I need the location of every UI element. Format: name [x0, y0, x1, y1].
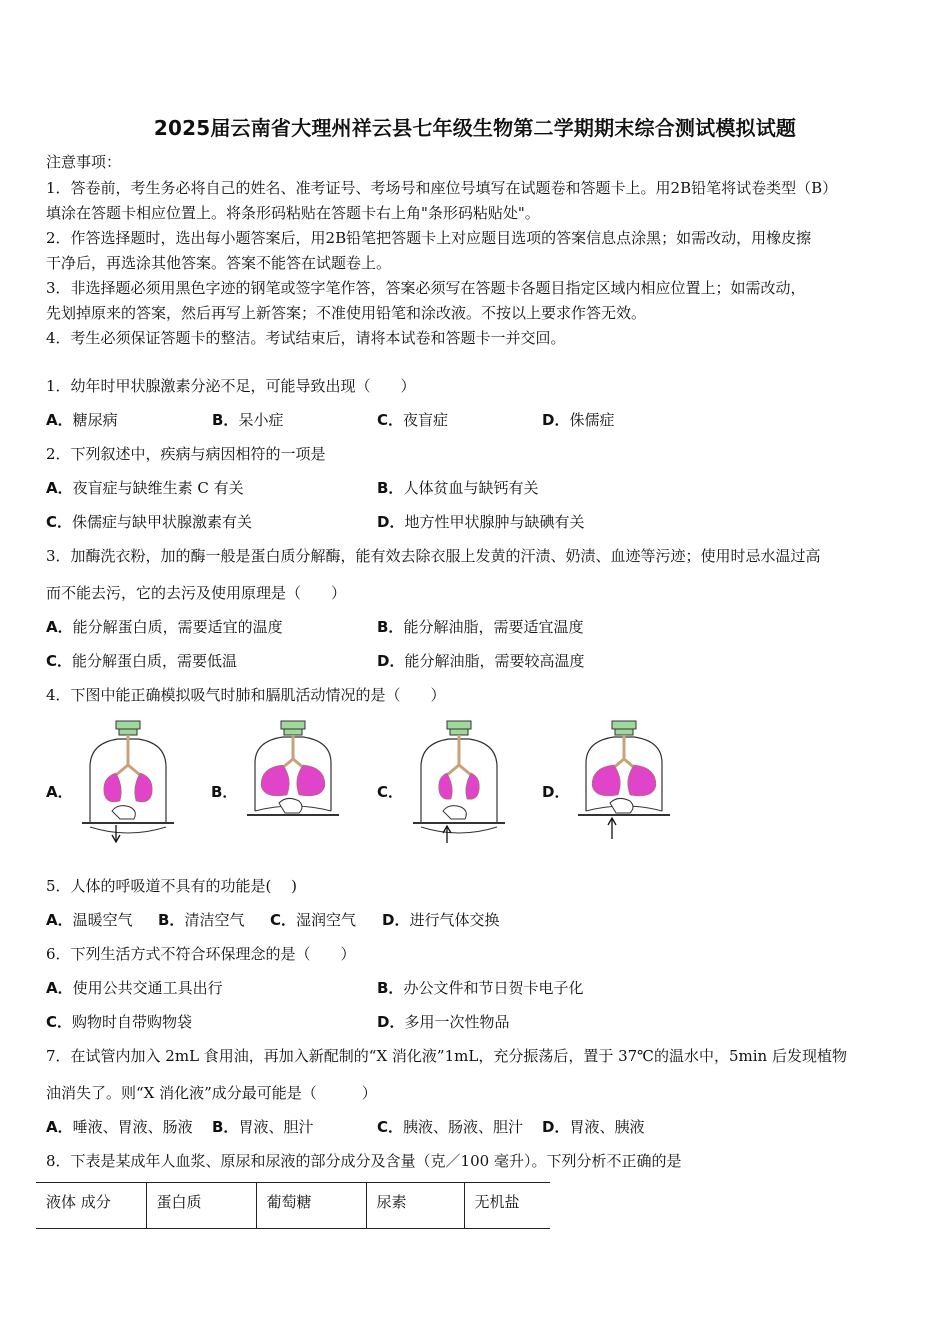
- notice-line: 先划掉原来的答案，然后再写上新答案；不准使用铅笔和涂改液。不按以上要求作答无效。: [46, 304, 647, 322]
- option-d[interactable]: D．地方性甲状腺肿与缺碘有关: [377, 513, 585, 531]
- question-4-stem: 4．下图中能正确模拟吸气时肺和膈肌活动情况的是（ ）: [46, 686, 446, 704]
- question-3-stem-cont: 而不能去污，它的去污及使用原理是（ ）: [46, 584, 347, 602]
- option-a[interactable]: A．使用公共交通工具出行: [46, 979, 223, 997]
- lung-model-d-figure: [574, 715, 674, 850]
- option-d[interactable]: D．多用一次性物品: [377, 1013, 510, 1031]
- notice-line: 填涂在答题卡相应位置上。将条形码粘贴在答题卡右上角"条形码粘贴处"。: [46, 204, 540, 222]
- question-1-stem: 1．幼年时甲状腺激素分泌不足，可能导致出现（ ）: [46, 377, 416, 395]
- notice-line: 3．非选择题必须用黑色字迹的钢笔或签字笔作答，答案必须写在答题卡各题目指定区域内相应位置上；如需改动，: [46, 279, 806, 297]
- option-a[interactable]: A．能分解蛋白质，需要适宜的温度: [46, 618, 283, 636]
- notice-line: 1．答卷前，考生务必将自己的姓名、准考证号、考场号和座位号填写在试题卷和答题卡上。用2B铅笔将试卷类型（B）: [46, 179, 838, 197]
- question-7-stem: 7．在试管内加入 2mL 食用油，再加入新配制的“X 消化液”1mL，充分振荡后，置于 37℃的温水中，5min 后发现植物: [46, 1047, 847, 1065]
- notice-heading: 注意事项：: [46, 153, 122, 171]
- lung-model-a-figure: [78, 715, 178, 850]
- bell-jar-icon: [413, 721, 505, 843]
- option-c[interactable]: C．能分解蛋白质，需要低温: [46, 652, 238, 670]
- bell-jar-icon: [578, 721, 670, 839]
- bell-jar-icon: [247, 721, 339, 815]
- option-c[interactable]: C．湿润空气: [270, 911, 357, 929]
- question-6-stem: 6．下列生活方式不符合环保理念的是（ ）: [46, 945, 356, 963]
- option-d[interactable]: D．侏儒症: [542, 411, 615, 429]
- option-b[interactable]: B．胃液、胆汁: [212, 1118, 314, 1136]
- option-d[interactable]: D．进行气体交换: [382, 911, 500, 929]
- option-c[interactable]: C．购物时自带购物袋: [46, 1013, 193, 1031]
- bell-jar-icon: [82, 721, 174, 842]
- question-7-stem-cont: 油消失了。则“X 消化液”成分最可能是（ ）: [46, 1084, 377, 1102]
- option-c[interactable]: C．胰液、肠液、胆汁: [377, 1118, 524, 1136]
- table-header-cell: 尿素: [366, 1183, 464, 1229]
- option-c[interactable]: C．夜盲症: [377, 411, 449, 429]
- table-header-cell: 蛋白质: [146, 1183, 256, 1229]
- option-d[interactable]: D．能分解油脂，需要较高温度: [377, 652, 585, 670]
- option-d[interactable]: D．胃液、胰液: [542, 1118, 645, 1136]
- figure-b-label[interactable]: B．: [211, 783, 238, 801]
- option-b[interactable]: B．人体贫血与缺钙有关: [377, 479, 539, 497]
- question-4-figures: [0, 715, 950, 850]
- composition-table: [36, 1182, 550, 1229]
- option-a[interactable]: A．唾液、胃液、肠液: [46, 1118, 193, 1136]
- notice-line: 4．考生必须保证答题卡的整洁。考试结束后，请将本试卷和答题卡一并交回。: [46, 329, 566, 347]
- notice-line: 干净后，再选涂其他答案。答案不能答在试题卷上。: [46, 254, 392, 272]
- table-header-cell: 葡萄糖: [256, 1183, 366, 1229]
- notice-line: 2．作答选择题时，选出每小题答案后，用2B铅笔把答题卡上对应题目选项的答案信息点涂黑；如需改动，用橡皮擦: [46, 229, 812, 247]
- question-5-stem: 5．人体的呼吸道不具有的功能是( ): [46, 877, 298, 895]
- option-b[interactable]: B．能分解油脂，需要适宜温度: [377, 618, 584, 636]
- figure-d-label[interactable]: D．: [542, 783, 570, 801]
- question-8-stem: 8．下表是某成年人血浆、原尿和尿液的部分成分及含量（克／100 毫升）。下列分析不正确的是: [46, 1152, 682, 1170]
- option-b[interactable]: B．清洁空气: [158, 911, 245, 929]
- question-3-stem: 3．加酶洗衣粉，加的酶一般是蛋白质分解酶，能有效去除衣服上发黄的汗渍、奶渍、血迹等污迹；使用时忌水温过高: [46, 547, 821, 565]
- option-c[interactable]: C．侏儒症与缺甲状腺激素有关: [46, 513, 253, 531]
- figure-c-label[interactable]: C．: [377, 783, 404, 801]
- option-a[interactable]: A．夜盲症与缺维生素 C 有关: [46, 479, 244, 497]
- option-b[interactable]: B．办公文件和节日贺卡电子化: [377, 979, 584, 997]
- table-header-row: [36, 1183, 550, 1229]
- table-header-cell: 液体 成分: [36, 1183, 146, 1229]
- question-2-stem: 2．下列叙述中，疾病与病因相符的一项是: [46, 445, 326, 463]
- option-b[interactable]: B．呆小症: [212, 411, 284, 429]
- option-a[interactable]: A．糖尿病: [46, 411, 118, 429]
- lung-model-b-figure: [243, 715, 343, 850]
- page-title: 2025届云南省大理州祥云县七年级生物第二学期期末综合测试模拟试题: [153, 116, 797, 140]
- lung-model-c-figure: [409, 715, 509, 850]
- figure-a-label[interactable]: A．: [46, 783, 73, 801]
- option-a[interactable]: A．温暖空气: [46, 911, 133, 929]
- table-header-cell: 无机盐: [464, 1183, 550, 1229]
